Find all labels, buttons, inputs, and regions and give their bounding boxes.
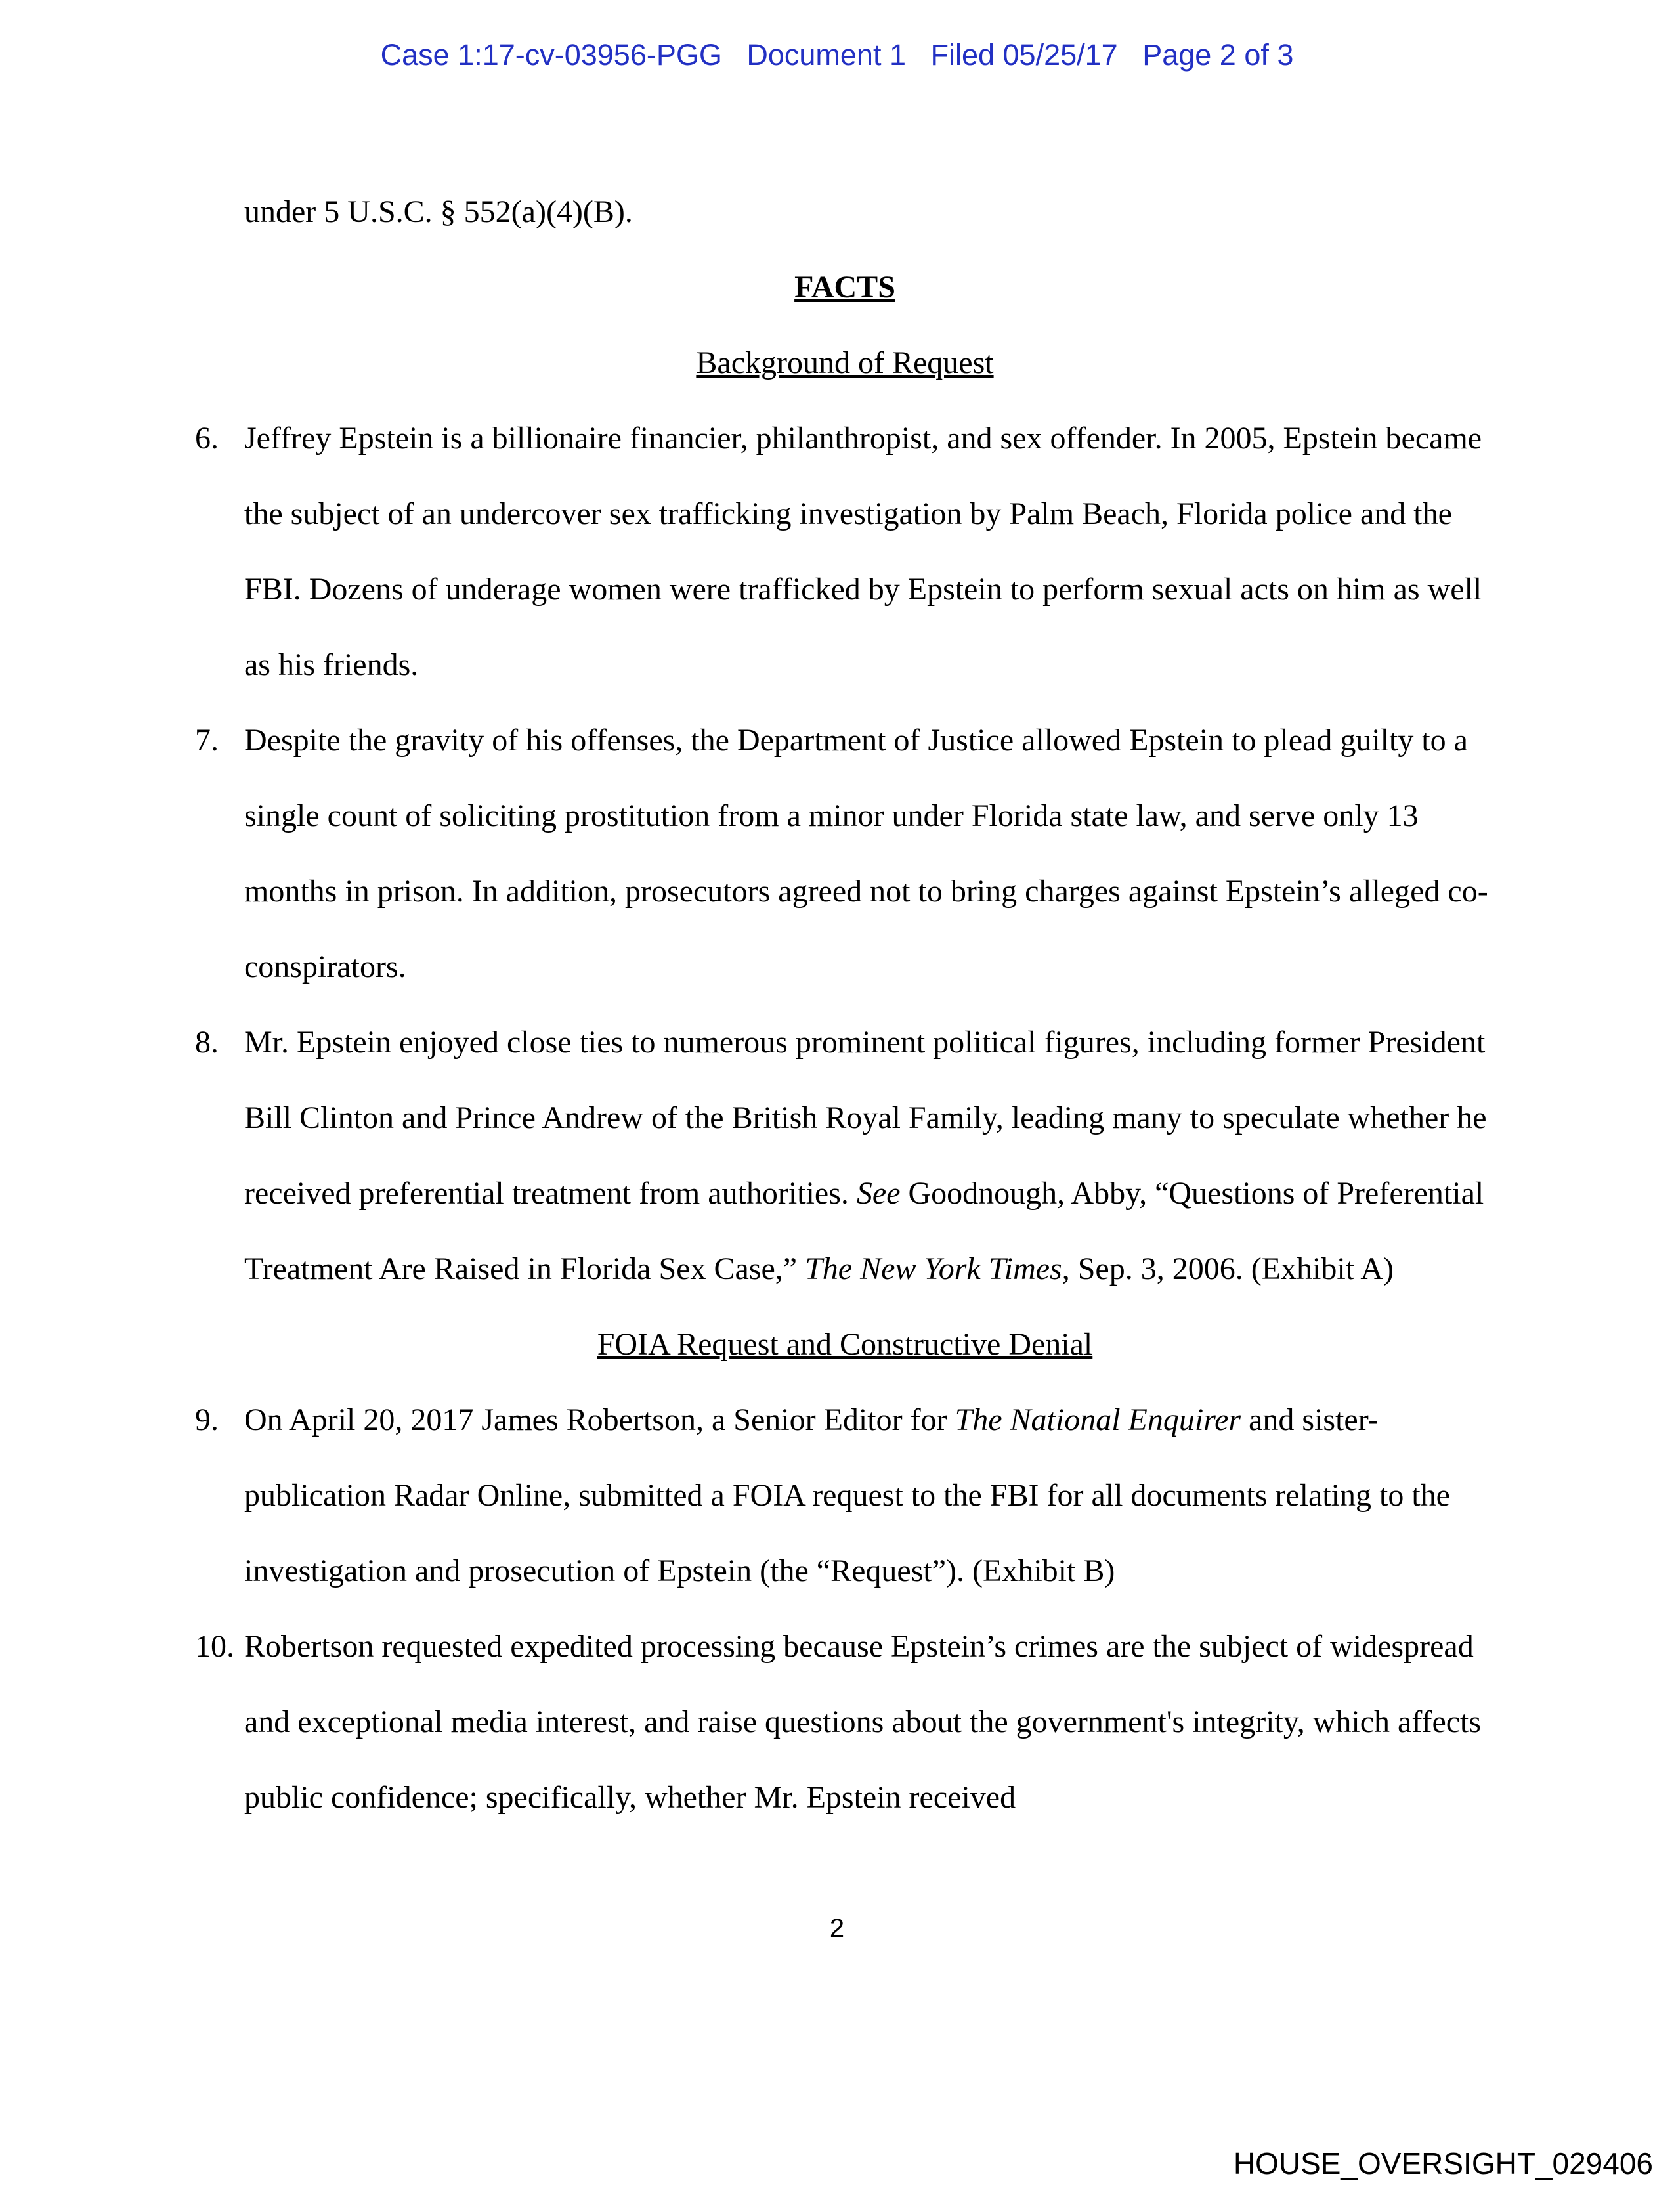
paragraph-number: 8. (195, 1025, 219, 1060)
italic-run: See (856, 1176, 901, 1211)
text-run: and sister-publication Radar Online, submitted a FOIA request to the FBI for all documents relating to the investigation and prosecution of Epstein (the “Request”). (Exhibit B) (244, 1402, 1450, 1588)
text-run: Jeffrey Epstein is a billionaire financier, philanthropist, and sex offender. In 2005, Epstein became the subject of an undercover sex trafficking investigation by Palm Beach, Florida police and the FBI. Dozens of underage women were trafficked by Epstein to perform sexual acts on him as well as his friends. (244, 421, 1482, 682)
page-number: 2 (829, 1914, 845, 1943)
numbered-paragraph-6 (195, 401, 1495, 703)
foia-subheading (195, 1307, 1495, 1382)
text-run: , Sep. 3, 2006. (Exhibit A) (1062, 1251, 1394, 1286)
background-subheading-text: Background of Request (696, 345, 994, 380)
document-body (195, 174, 1495, 1835)
numbered-paragraph-9 (195, 1382, 1495, 1609)
numbered-paragraph-10 (195, 1609, 1495, 1835)
court-stamp-header: Case 1:17-cv-03956-PGG Document 1 Filed 05/25/17 Page 2 of 3 (380, 38, 1294, 72)
paragraph-number: 6. (195, 421, 219, 456)
facts-heading-text: FACTS (794, 270, 895, 305)
facts-heading (195, 249, 1495, 325)
bates-stamp: HOUSE_OVERSIGHT_029406 (1233, 2146, 1653, 2180)
foia-subheading-text: FOIA Request and Constructive Denial (597, 1327, 1093, 1362)
text-run: Despite the gravity of his offenses, the Department of Justice allowed Epstein to plead guilty to a single count of soliciting prostitution from a minor under Florida state law, and serve only 13 months in prison. In addition, prosecutors agreed not to bring charges against Epstein’s alleged co-conspirators. (244, 723, 1488, 984)
numbered-paragraph-7 (195, 703, 1495, 1005)
numbered-paragraph-8 (195, 1005, 1495, 1307)
paragraph-number: 10. (195, 1629, 234, 1664)
text-run: Robertson requested expedited processing because Epstein’s crimes are the subject of widespread and exceptional media interest, and raise questions about the government's integrity, which affects public confidence; specifically, whether Mr. Epstein received (244, 1629, 1482, 1815)
continuation-line: under 5 U.S.C. § 552(a)(4)(B). (244, 194, 633, 229)
italic-run: The New York Times (805, 1251, 1062, 1286)
paragraph-number: 9. (195, 1402, 219, 1437)
paragraph-number: 7. (195, 723, 219, 758)
background-subheading (195, 325, 1495, 401)
text-run: Goodnough, Abby, “Questions of Preferential Treatment Are Raised in Florida Sex Case,” (244, 1176, 1484, 1286)
italic-run: The National Enquirer (955, 1402, 1241, 1437)
text-run: Mr. Epstein enjoyed close ties to numerous prominent political figures, including former President Bill Clinton and Prince Andrew of the British Royal Family, leading many to speculate whether he received preferential treatment from authorities. (244, 1025, 1487, 1211)
text-run: On April 20, 2017 James Robertson, a Senior Editor for (244, 1402, 955, 1437)
